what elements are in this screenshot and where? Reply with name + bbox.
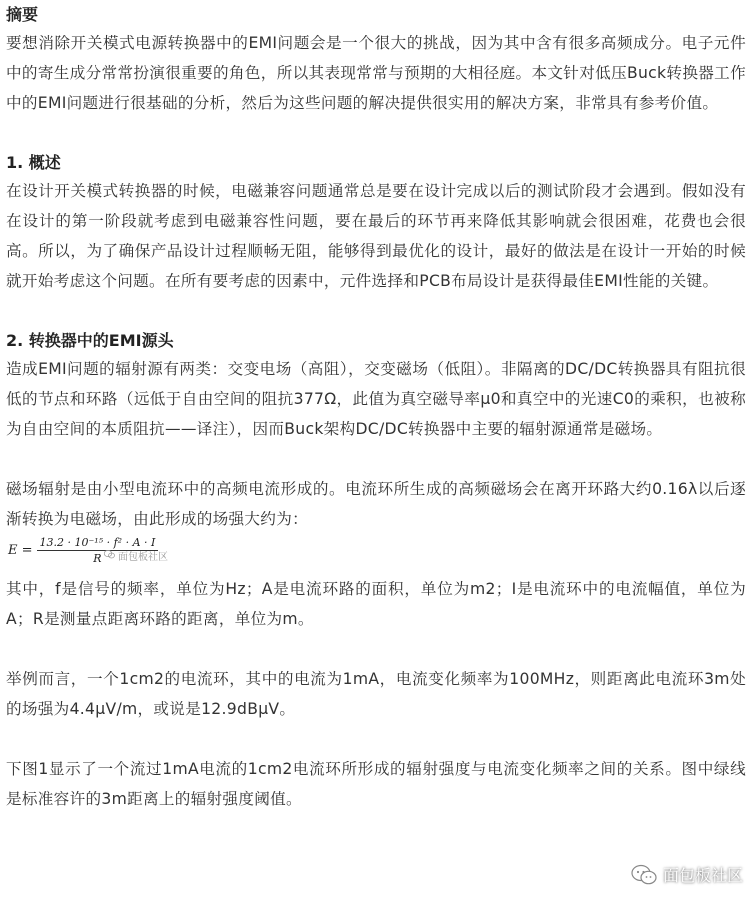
- spacer: [6, 634, 746, 664]
- section-2-paragraph-2: 磁场辐射是由小型电流环中的高频电流形成的。电流环所生成的高频磁场会在离开环路大约0.16λ以后逐渐转换为电磁场，由此形成的场强大约为：: [6, 480, 746, 528]
- formula-watermark: [104, 548, 168, 563]
- wechat-icon: [104, 550, 115, 562]
- abstract-paragraph: 要想消除开关模式电源转换器中的EMI问题会是一个很大的挑战，因为其中含有很多高频成分。电子元件中的寄生成分常常扮演很重要的角色，所以其表现常常与预期的大相径庭。本文针对低压Buck转换器工作中的EMI问题进行很基础的分析，然后为这些问题的解决提供很实用的解决方案，非常具有参考价值。: [6, 34, 746, 112]
- wechat-icon: [631, 864, 657, 886]
- article: [6, 0, 746, 814]
- section-2-paragraph-1: 造成EMI问题的辐射源有两类：交变电场（高阻），交变磁场（低阻）。非隔离的DC/DC转换器具有阻抗很低的节点和环路（远低于自由空间的阻抗377Ω，此值为真空磁导率μ0和真空中的光速C0的乘积，也被称为自由空间的本质阻抗——译注），因而Buck架构DC/DC转换器中主要的辐射源通常是磁场。: [6, 360, 746, 438]
- abstract-heading: 摘要: [6, 5, 39, 24]
- formula-watermark-text: 面包板社区: [118, 552, 168, 563]
- formula-lhs: E =: [8, 543, 33, 558]
- formula-numerator: 13.2 · 10⁻¹⁵ · f² · A · I: [37, 536, 159, 551]
- field-strength-formula: [6, 534, 746, 574]
- site-watermark: [631, 863, 743, 886]
- section-1-paragraph: 在设计开关模式转换器的时候，电磁兼容问题通常总是要在设计完成以后的测试阶段才会遇到。假如没有在设计的第一阶段就考虑到电磁兼容性问题，要在最后的环节再来降低其影响就会很困难，花费也会很高。所以，为了确保产品设计过程顺畅无阻，能够得到最优化的设计，最好的做法是在设计一开始的时候就开始考虑这个问题。在所有要考虑的因素中，元件选择和PCB布局设计是获得最佳EMI性能的关键。: [6, 182, 746, 290]
- spacer: [6, 296, 746, 326]
- formula-denominator: R: [93, 552, 102, 565]
- spacer: [6, 724, 746, 754]
- section-1-heading: 1. 概述: [6, 153, 61, 172]
- site-watermark-text: 面包板社区: [662, 866, 743, 885]
- section-2-paragraph-3: 其中，f是信号的频率，单位为Hz；A是电流环路的面积，单位为m2；I是电流环中的电流幅值，单位为A；R是测量点距离环路的距离，单位为m。: [6, 580, 746, 628]
- section-2-paragraph-4: 举例而言，一个1cm2的电流环，其中的电流为1mA，电流变化频率为100MHz，则距离此电流环3m处的场强为4.4μV/m，或说是12.9dBμV。: [6, 670, 746, 718]
- section-2-heading: 2. 转换器中的EMI源头: [6, 331, 174, 350]
- section-2-paragraph-5: 下图1显示了一个流过1mA电流的1cm2电流环所形成的辐射强度与电流变化频率之间的关系。图中绿线是标准容许的3m距离上的辐射强度阈值。: [6, 760, 746, 808]
- spacer: [6, 444, 746, 474]
- spacer: [6, 118, 746, 148]
